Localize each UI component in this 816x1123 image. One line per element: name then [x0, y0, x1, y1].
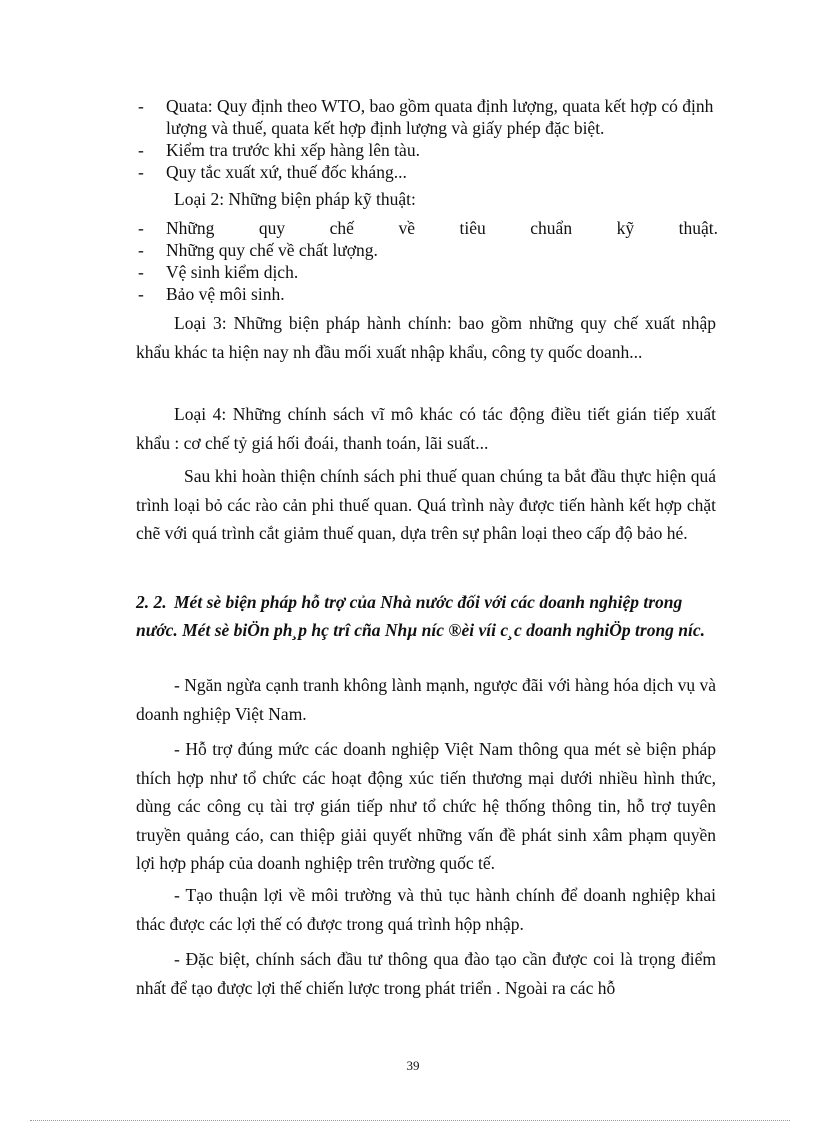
page-bottom-divider — [30, 1120, 790, 1121]
list-item: - Vệ sinh kiểm dịch. — [138, 261, 718, 283]
non-tariff-removal-paragraph: Sau khi hoàn thiện chính sách phi thuế quan chúng ta bắt đầu thực hiện quá trình loại bỏ các rào cản phi thuế quan. Quá trình này được tiến hành kết hợp chặt chẽ với quá trình cắt giảm thuế quan, dựa trên sự phân loại theo cấp độ bảo hé. — [136, 466, 716, 543]
section-title: Mét sè biện pháp hỗ trợ của Nhà nước đối với các doanh nghiệp trong nước. Mét sè biÖn ph¸p hç trî cña Nhµ níc ®èi víi c¸c doanh nghiÖp trong níc. — [136, 592, 706, 640]
quota-measures-list — [138, 95, 718, 183]
list-item: - Quy tắc xuất xứ, thuế đốc kháng... — [138, 161, 718, 183]
section-number: 2. 2. — [136, 592, 167, 612]
word: thuật. — [678, 218, 718, 238]
body-paragraph: - Ngăn ngừa cạnh tranh không lành mạnh, ngược đãi với hàng hóa dịch vụ và doanh nghiệp Việt Nam. — [136, 675, 716, 724]
type-3-paragraph: Loại 3: Những biện pháp hành chính: bao gồm những quy chế xuất nhập khẩu khác ta hiện nay nh đầu mối xuất nhập khẩu, công ty quốc doanh... — [136, 313, 716, 362]
page-number: 39 — [406, 1058, 420, 1073]
word: về — [398, 218, 415, 238]
body-paragraph: - Hỗ trợ đúng mức các doanh nghiệp Việt Nam thông qua mét sè biện pháp thích hợp như tổ chức các hoạt động xúc tiến thương mại dưới nhiều hình thức, dùng các công cụ tài trợ gián tiếp như tổ chức hệ thống thông tin, hỗ trợ tuyên truyền quảng cáo, can thiệp giải quyết những vấn đề phát sinh xâm phạm quyền lợi hợp pháp của doanh nghiệp trên trường quốc tế. — [136, 739, 716, 873]
word: kỹ — [616, 218, 635, 238]
word: quy — [258, 218, 286, 238]
word: - Những — [166, 218, 215, 238]
word: chế — [329, 218, 354, 238]
word: tiêu — [459, 218, 486, 238]
body-paragraph: - Đặc biệt, chính sách đầu tư thông qua đào tạo cần được coi là trọng điểm nhất để tạo được lợi thế chiến lược trong phát triển . Ngoài ra các hỗ — [136, 949, 716, 998]
body-paragraph: - Tạo thuận lợi về môi trường và thủ tục hành chính để doanh nghiệp khai thác được các lợi thế có được trong quá trình hộp nhập. — [136, 885, 716, 934]
spread-line — [166, 217, 718, 239]
type-2-label: Loại 2: Những biện pháp kỹ thuật: — [174, 189, 416, 209]
type-4-paragraph: Loại 4: Những chính sách vĩ mô khác có tác động điều tiết gián tiếp xuất khẩu : cơ chế tỷ giá hối đoái, thanh toán, lãi suất... — [136, 404, 716, 453]
technical-measures-list — [138, 217, 718, 305]
list-item: - Những quy chế về chất lượng. — [138, 239, 718, 261]
list-item: - Quata: Quy định theo WTO, bao gồm quata định lượng, quata kết hợp có định lượng và thuế, quata kết hợp định lượng và giấy phép đặc biệt. — [138, 95, 718, 139]
list-item: - Kiểm tra trước khi xếp hàng lên tàu. — [138, 139, 718, 161]
list-item: - Bảo vệ môi sinh. — [138, 283, 718, 305]
list-item — [138, 217, 718, 239]
word: chuẩn — [530, 218, 573, 238]
section-heading — [136, 588, 718, 644]
